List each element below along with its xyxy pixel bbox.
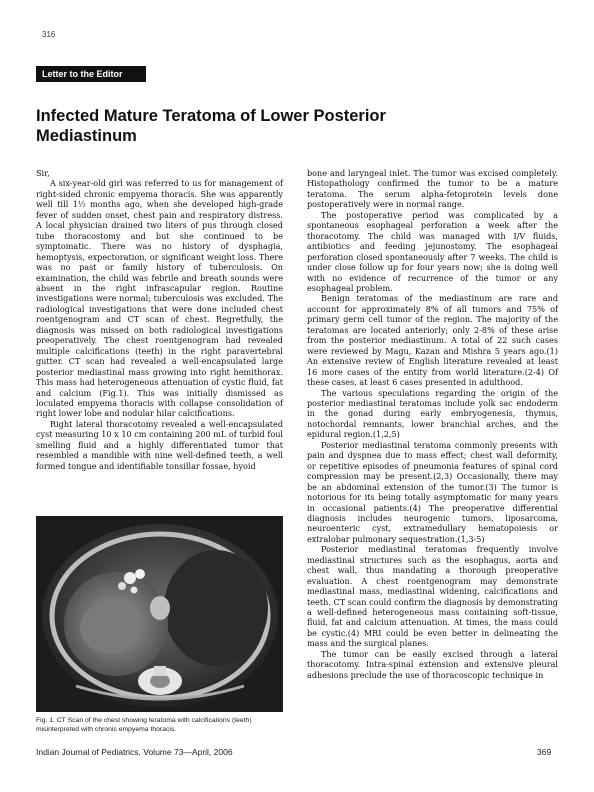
body-paragraph: A six-year-old girl was referred to us for management of right-sided chronic empyema thoracis. She was apparently well till 1½ months ago, when she developed high-grade fever of sudden onset, chest pain and respiratory distress. A local physician drained two liters of pus through closed tube thoracostomy and but she continued to be symptomatic. There was no history of dysphagia, hemoptysis, expectoration, or significant weight loss. There was no past or family history of tuberculosis. On examination, the child was febrile and breath sounds were absent in the right infrascapular region. Routine investigations were normal; tuberculosis was excluded. The radiological investigations that were done included chest roentgenogram and CT scan of chest. Regretfully, the diagnosis was missed on both radiological investigations preoperatively. The chest roentgenogram had revealed multiple calcifications (teeth) in the right paravertebral gutter. CT scan had revealed a well-encapsulated large posterior mediastinal mass growing into right hemithorax. This mass had heterogeneous attenuation of cystic fluid, fat and calcium (Fig.1). This was initially dismissed as loculated empyema thoracis with collapse consolidation of right lower lobe and nodular hilar calcifications. (36, 178, 283, 419)
body-paragraph: Right lateral thoracotomy revealed a well-encapsulated cyst measuring 10 x 10 cm containing 200 mL of turbid foul smelling fluid and a highly differentiated tumor that resembled a mandible with nine well-defined teeth, a well formed tongue and identifiable tonsillar fossae, hyoid (36, 418, 283, 471)
section-label: Letter to the Editor (36, 66, 146, 82)
body-paragraph: Posterior mediastinal teratoma commonly presents with pain and dyspnea due to mass effect; chest wall deformity, or repetitive episodes of pneumonia features of spinal cord compression may be present.(2,3) Occasionally, there may be an abdominal extension of the tumor.(3) The tumor is notorious for its being totally asymptomatic for many years in occasional patients.(4) The preoperative differential diagnosis includes neurogenic tumors, liposarcoma, neuroenteric cyst, extramedullary hematopoiesis or extralobar pulmonary sequestration.(1,3-5) (307, 439, 558, 544)
left-column (36, 168, 283, 471)
running-page-number: 316 (42, 30, 56, 39)
journal-footer: Indian Journal of Pediatrics, Volume 73—April, 2006 (36, 747, 233, 757)
page-number: 369 (537, 747, 552, 757)
body-paragraph: Benign teratomas of the mediastinum are rare and account for approximately 8% of all tumors and 75% of primary germ cell tumor of the region. The majority of the teratomas are located anteriorly; only 2-8% of these arise from the posterior mediastinum. A total of 22 such cases were reviewed by Magu, Kazan and Mishra 5 years ago.(1) An extensive review of English literature revealed at least 16 more cases of the entity from world literature.(2-4) Of these cases, at least 6 cases presented in adulthood. (307, 293, 558, 388)
body-paragraph: The various speculations regarding the origin of the posterior mediastinal teratomas include yolk sac endoderm in the gonad during early embryogenesis, thymus, notochordal remnants, lower branchial arches, and the epidural region.(1,2,5) (307, 387, 558, 440)
ct-scan-figure (36, 516, 283, 712)
article-title: Infected Mature Teratoma of Lower Posterior Mediastinum (36, 107, 386, 145)
body-paragraph: bone and laryngeal inlet. The tumor was excised completely. Histopathology confirmed the tumor to be a mature teratoma. The serum alpha-fetoprotein levels done postoperatively were in normal range. (307, 168, 558, 210)
right-column (307, 168, 558, 680)
body-paragraph: The postoperative period was complicated by a spontaneous esophageal perforation a week after the thoracotomy. The child was managed with I/V fluids, antibiotics and feeding jejunostomy. The esophageal perforation closed spontaneously after 7 weeks. The child is under close follow up for four years now; she is doing well with no evidence of recurrence of the tumor or any esophageal problem. (307, 209, 558, 293)
salutation: Sir, (36, 168, 50, 178)
body-paragraph: The tumor can be easily excised through a lateral thoracotomy. Intra-spinal extension and extensive pleural adhesions preclude the use of thoracoscopic technique in (307, 648, 558, 680)
figure-caption: Fig. 1. CT Scan of the chest showing teratoma with calcifications (teeth) misinterpreted with chronic empyema thoracis. (36, 717, 252, 733)
ct-scan-image (36, 516, 283, 712)
body-paragraph: Posterior mediastinal teratomas frequently involve mediastinal structures such as the esophagus, aorta and chest wall, thus mandating a thorough preoperative evaluation. A chest roentgenogram may demonstrate mediastinal mass, mediastinal widening, calcifications and teeth. CT scan could confirm the diagnosis by demonstrating a well-defined heterogeneous mass containing soft-tissue, fluid, fat and calcium attenuation. At times, the mass could be cystic.(4) MRI could be even better in delineating the mass and the surgical planes. (307, 544, 558, 649)
